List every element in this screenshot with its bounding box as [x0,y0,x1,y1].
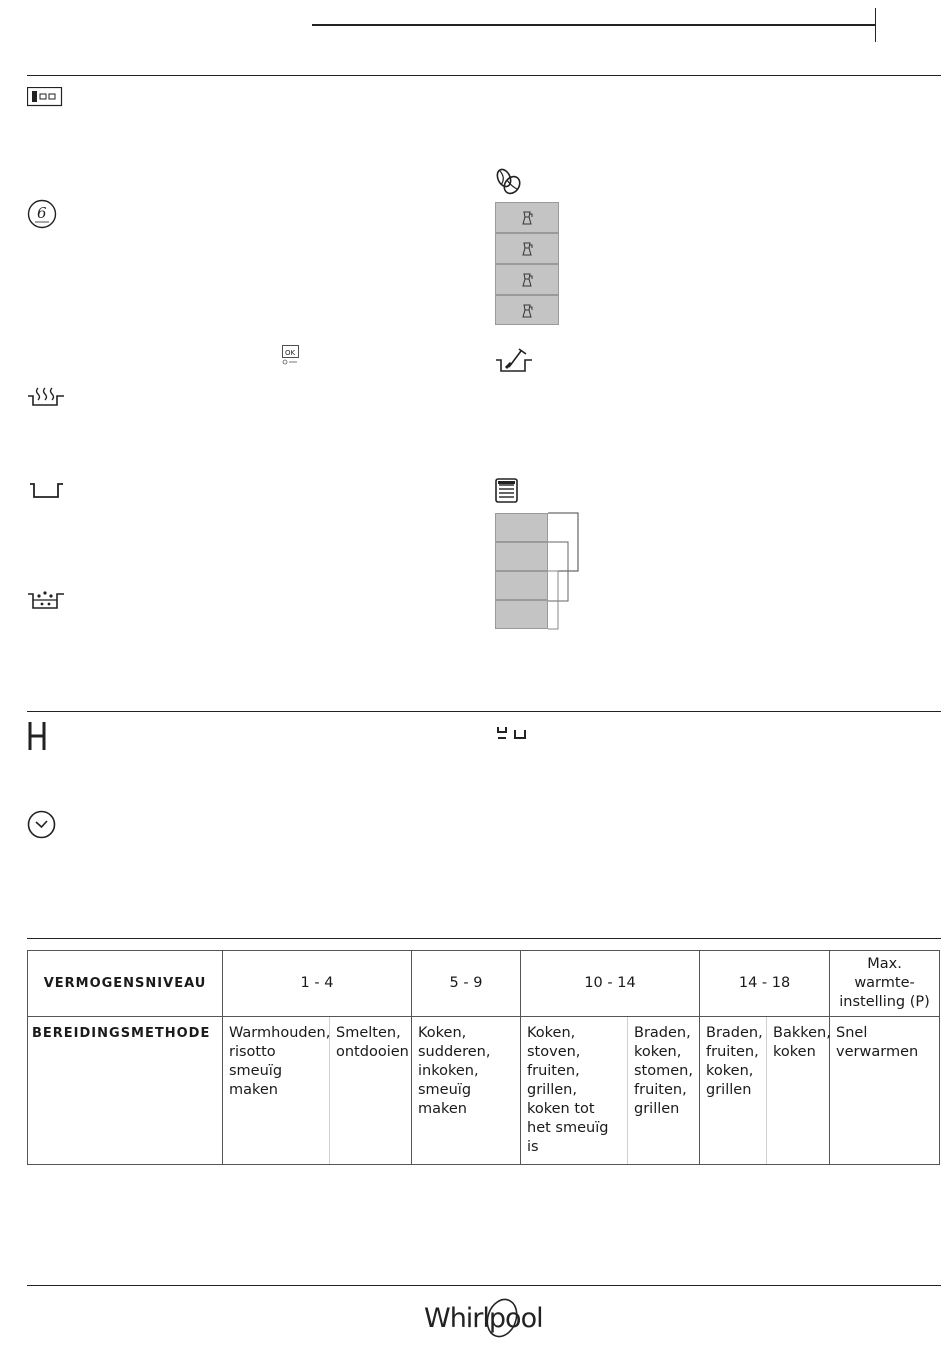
power-range-2: 5 - 9 [412,951,521,1017]
bridge-zone-3 [495,571,548,600]
bridge-zone-1 [495,513,548,542]
method-cell: Koken, stoven, fruiten, grillen, koken tot het smeuïg is [521,1017,628,1165]
header-rule [27,75,941,76]
display-bar-icon [27,87,63,107]
espresso-level-1 [495,202,559,233]
power-range-3: 10 - 14 [521,951,700,1017]
svg-text:OK: OK [285,349,296,357]
method-cell: Warmhouden, risotto smeuïg maken [223,1017,330,1165]
table-row [28,1017,940,1165]
header-top-rule [312,24,876,26]
pot-icon [29,478,65,502]
lock-display-icon [495,725,529,741]
pot-bubbles-icon [27,587,65,611]
method-cell: Braden, fruiten, koken, grillen [700,1017,767,1165]
clock-timer-icon [27,810,57,840]
bridge-zone-4 [495,600,548,629]
power-range-4: 14 - 18 [700,951,830,1017]
espresso-level-3 [495,264,559,295]
method-cell: Snel verwarmen [830,1017,940,1165]
footer-rule [27,1285,941,1286]
espresso-maker-icon [521,304,533,318]
espresso-maker-icon [521,211,533,225]
method-cell: Koken, sudderen, inkoken, smeuïg maken [412,1017,521,1165]
ok-key-icon [282,345,300,367]
espresso-maker-icon [521,242,533,256]
grid-icon [495,478,519,504]
power-level-header: VERMOGENSNIVEAU [28,951,223,1017]
residual-heat-h-icon [27,720,47,752]
power-range-max: Max. warmte- instelling (P) [830,951,940,1017]
pan-spatula-icon [495,347,533,373]
table-row [28,951,940,1017]
espresso-level-4 [495,295,559,325]
method-cell: Braden, koken, stomen, fruiten, grillen [628,1017,700,1165]
bridge-zone-2 [495,542,548,571]
power-range-1: 1 - 4 [223,951,412,1017]
svg-text:Whirlpool: Whirlpool [424,1303,543,1334]
whirlpool-logo [422,1296,548,1348]
power-level-table [27,950,940,1165]
bridge-brackets [548,512,582,632]
table-rule [27,938,941,939]
header-tab-mark [875,8,876,42]
method-cell: Smelten, ontdooien [330,1017,412,1165]
section-rule [27,711,941,712]
coffee-beans-icon [494,168,524,196]
sixth-sense-icon [27,199,57,229]
svg-text:6: 6 [37,204,47,222]
cooking-method-header: BEREIDINGSMETHODE [28,1017,223,1165]
espresso-maker-icon [521,273,533,287]
steam-pot-icon [27,385,65,409]
espresso-level-2 [495,233,559,264]
method-cell: Bakken, koken [767,1017,830,1165]
